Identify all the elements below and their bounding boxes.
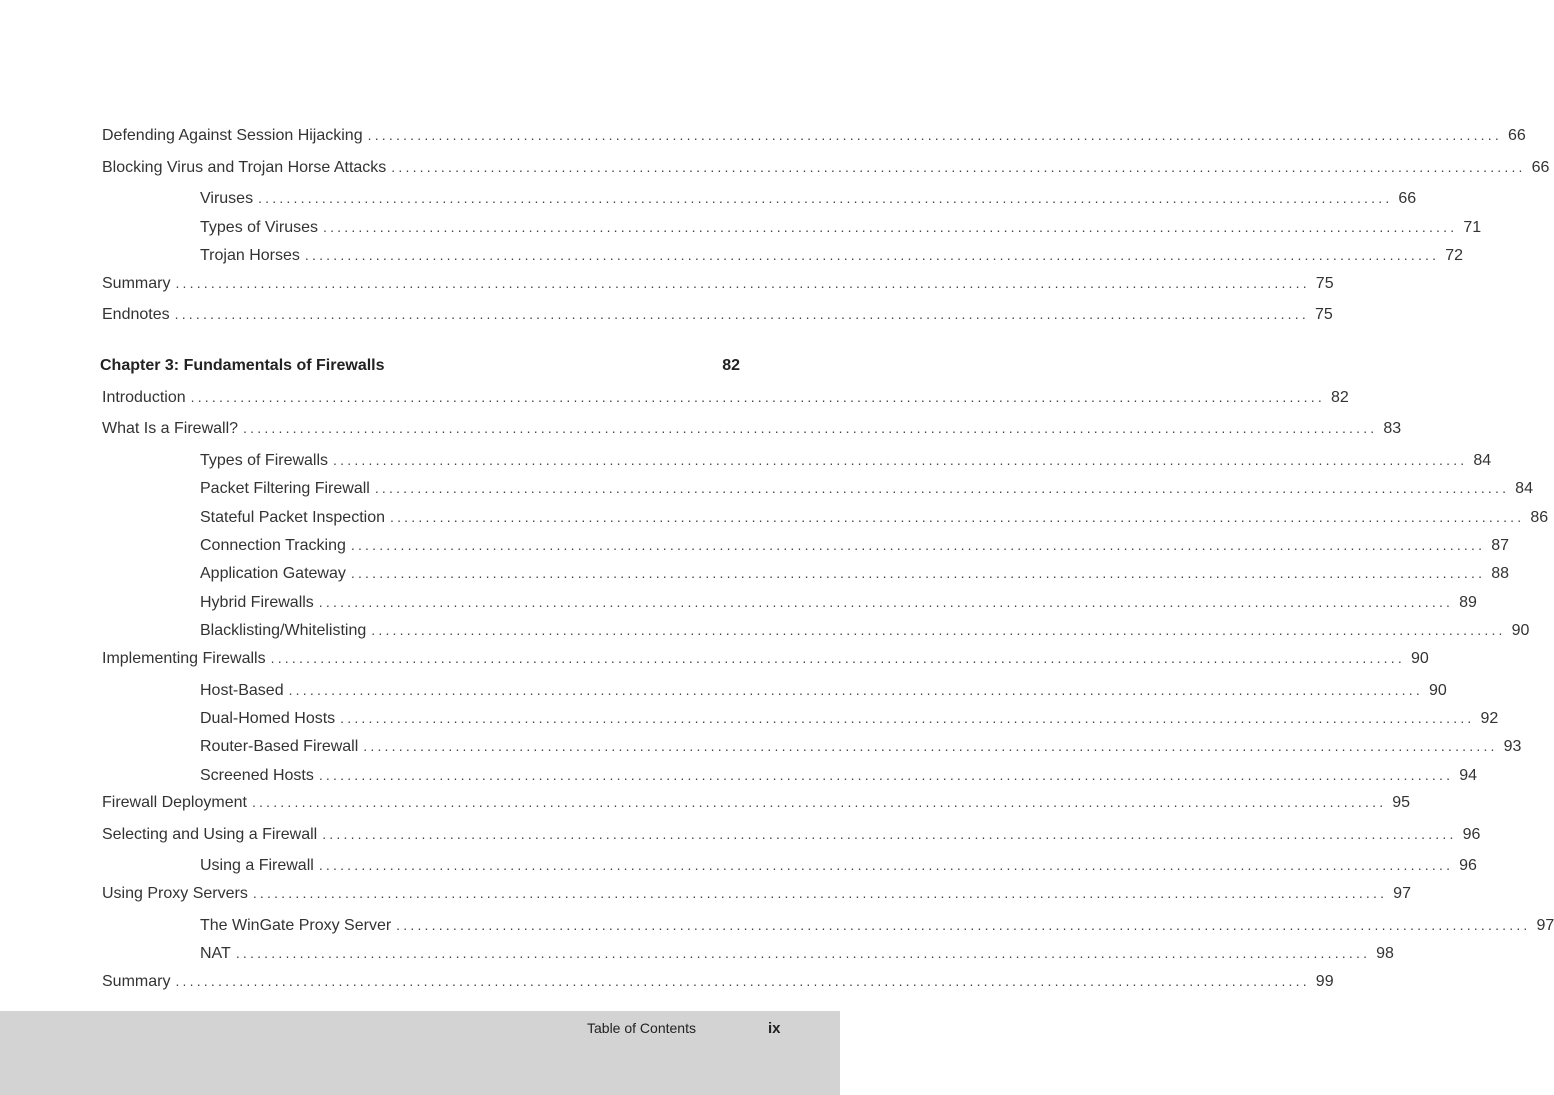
toc-entry-page: 90 (1410, 650, 1429, 667)
dot-leader: ................................................................................................................................................................ (318, 767, 1454, 783)
toc-entry-title: Firewall Deployment (102, 794, 247, 811)
footer-page-number: ix (768, 1020, 781, 1037)
dot-leader: ................................................................................................................................................................ (174, 306, 1309, 322)
toc-entry-page: 90 (1511, 622, 1530, 639)
toc-entry (102, 791, 1411, 813)
toc-entry (102, 823, 1481, 845)
toc-entry (200, 562, 1509, 584)
dot-leader: ................................................................................................................................................................ (322, 826, 1457, 842)
toc-entry (200, 506, 1549, 528)
dot-leader: ................................................................................................................................................................ (243, 420, 1378, 436)
toc-entry-title: Introduction (102, 389, 186, 406)
page-footer (0, 1011, 840, 1095)
toc-entry (102, 882, 1411, 904)
toc-entry-page: 75 (1314, 306, 1333, 323)
toc-entry-title: Connection Tracking (200, 537, 346, 554)
dot-leader: ................................................................................................................................................................ (251, 794, 1387, 810)
toc-entry (200, 619, 1530, 641)
toc-entry (200, 854, 1477, 876)
toc-entry-title: Using a Firewall (200, 857, 314, 874)
toc-entry (200, 449, 1492, 471)
toc-entry-title: Types of Viruses (200, 219, 318, 236)
dot-leader: ................................................................................................................................................................ (340, 710, 1475, 726)
dot-leader: ................................................................................................................................................................ (363, 738, 1498, 754)
toc-entry (200, 679, 1447, 701)
dot-leader: ................................................................................................................................................................ (390, 509, 1525, 525)
dot-leader: ................................................................................................................................................................ (175, 973, 1310, 989)
toc-entry (102, 970, 1334, 992)
toc-entry-title: Defending Against Session Hijacking (102, 127, 363, 144)
toc-entry-page: 89 (1459, 594, 1477, 611)
toc-entry (200, 477, 1533, 499)
toc-entry-page: 95 (1392, 794, 1411, 811)
toc-entry-title: Hybrid Firewalls (200, 594, 314, 611)
toc-entry (200, 216, 1482, 238)
dot-leader: ................................................................................................................................................................ (396, 917, 1531, 933)
dot-leader: ................................................................................................................................................................ (333, 452, 1468, 468)
toc-entry-title: Packet Filtering Firewall (200, 480, 370, 497)
toc-entry-title: Host-Based (200, 682, 284, 699)
toc-entry-title: Summary (102, 275, 171, 292)
toc-entry (102, 647, 1429, 669)
toc-entry-page: 92 (1480, 710, 1499, 727)
dot-leader: ................................................................................................................................................................ (258, 190, 1393, 206)
toc-entry (102, 386, 1349, 408)
toc-entry-page: 82 (722, 357, 740, 374)
toc-entry-title: Dual-Homed Hosts (200, 710, 336, 727)
toc-entry (102, 303, 1333, 325)
toc-entry-page: 96 (1459, 857, 1477, 874)
toc-entry-page: 90 (1428, 682, 1447, 699)
dot-leader: ................................................................................................................................................................ (322, 219, 1458, 235)
dot-leader: ................................................................................................................................................................ (190, 389, 1325, 405)
toc-entry-page: 82 (1330, 389, 1349, 406)
toc-entry-title: Blocking Virus and Trojan Horse Attacks (102, 159, 387, 176)
toc-entry-page: 93 (1503, 738, 1522, 755)
toc-entry (200, 914, 1554, 936)
dot-leader: ................................................................................................................................................................ (374, 480, 1510, 496)
toc-entry-page: 66 (1531, 159, 1550, 176)
toc-entry-title: Selecting and Using a Firewall (102, 826, 318, 843)
toc-entry (200, 764, 1477, 786)
toc-entry-page: 84 (1473, 452, 1492, 469)
toc-entry-title: Types of Firewalls (200, 452, 329, 469)
footer-label: Table of Contents (587, 1020, 696, 1036)
toc-entry-title: Trojan Horses (200, 247, 300, 264)
toc-entry (200, 735, 1522, 757)
dot-leader: ................................................................................................................................................................ (367, 127, 1502, 143)
toc-entry-title: Using Proxy Servers (102, 885, 248, 902)
chapter-heading (100, 355, 740, 377)
toc-entry-title: NAT (200, 945, 231, 962)
toc-entry-title: The WinGate Proxy Server (200, 917, 392, 934)
toc-entry-title: What Is a Firewall? (102, 420, 239, 437)
toc-entry (200, 244, 1464, 266)
dot-leader: ................................................................................................................................................................ (175, 275, 1310, 291)
toc-entry-title: Implementing Firewalls (102, 650, 266, 667)
toc-entry-title: Summary (102, 973, 171, 990)
toc-entry-title: Screened Hosts (200, 767, 314, 784)
toc-entry-page: 97 (1536, 917, 1554, 934)
toc-entry (200, 591, 1477, 613)
dot-leader: ................................................................................................................................................................ (270, 650, 1405, 666)
toc-entry-page: 72 (1445, 247, 1464, 264)
dot-leader: ................................................................................................................................................................ (304, 247, 1440, 263)
toc-entry-page: 97 (1393, 885, 1411, 902)
dot-leader: ................................................................................................................................................................ (350, 537, 1486, 553)
toc-entry-page: 96 (1462, 826, 1481, 843)
toc-entry (200, 187, 1417, 209)
toc-entry (200, 942, 1394, 964)
dot-leader: ................................................................................................................................................................ (235, 945, 1371, 961)
dot-leader: ................................................................................................................................................................ (288, 682, 1423, 698)
toc-entry-page: 83 (1383, 420, 1402, 437)
toc-entry (200, 534, 1509, 556)
toc-entry-page: 98 (1376, 945, 1394, 962)
toc-entry (102, 272, 1334, 294)
toc-entry-page: 84 (1515, 480, 1533, 497)
toc-entry (200, 707, 1499, 729)
dot-leader: ................................................................................................................................................................ (252, 885, 1388, 901)
toc-entry-title: Blacklisting/Whitelisting (200, 622, 367, 639)
toc-entry-page: 86 (1530, 509, 1549, 526)
toc-entry-title: Endnotes (102, 306, 170, 323)
toc-entry-page: 94 (1459, 767, 1477, 784)
toc-entry-page: 88 (1491, 565, 1509, 582)
toc-entry-title: Stateful Packet Inspection (200, 509, 385, 526)
dot-leader: ................................................................................................................................................................ (371, 622, 1506, 638)
toc-entry-page: 71 (1463, 219, 1482, 236)
toc-entry (102, 124, 1526, 146)
toc-entry-title: Application Gateway (200, 565, 346, 582)
toc-entry-page: 87 (1491, 537, 1509, 554)
toc-entry-title: Chapter 3: Fundamentals of Firewalls (100, 357, 385, 374)
toc-entry (102, 417, 1402, 439)
toc-entry-title: Router-Based Firewall (200, 738, 359, 755)
toc-entry-page: 66 (1398, 190, 1417, 207)
dot-leader: ................................................................................................................................................................ (318, 594, 1454, 610)
toc-entry-page: 99 (1315, 973, 1334, 990)
toc-entry-title: Viruses (200, 190, 254, 207)
toc-entry-page: 75 (1315, 275, 1334, 292)
dot-leader: ................................................................................................................................................................ (350, 565, 1486, 581)
dot-leader: ................................................................................................................................................................ (318, 857, 1454, 873)
toc-entry (102, 156, 1550, 178)
dot-leader: ................................................................................................................................................................ (391, 159, 1526, 175)
toc-entry-page: 66 (1507, 127, 1526, 144)
